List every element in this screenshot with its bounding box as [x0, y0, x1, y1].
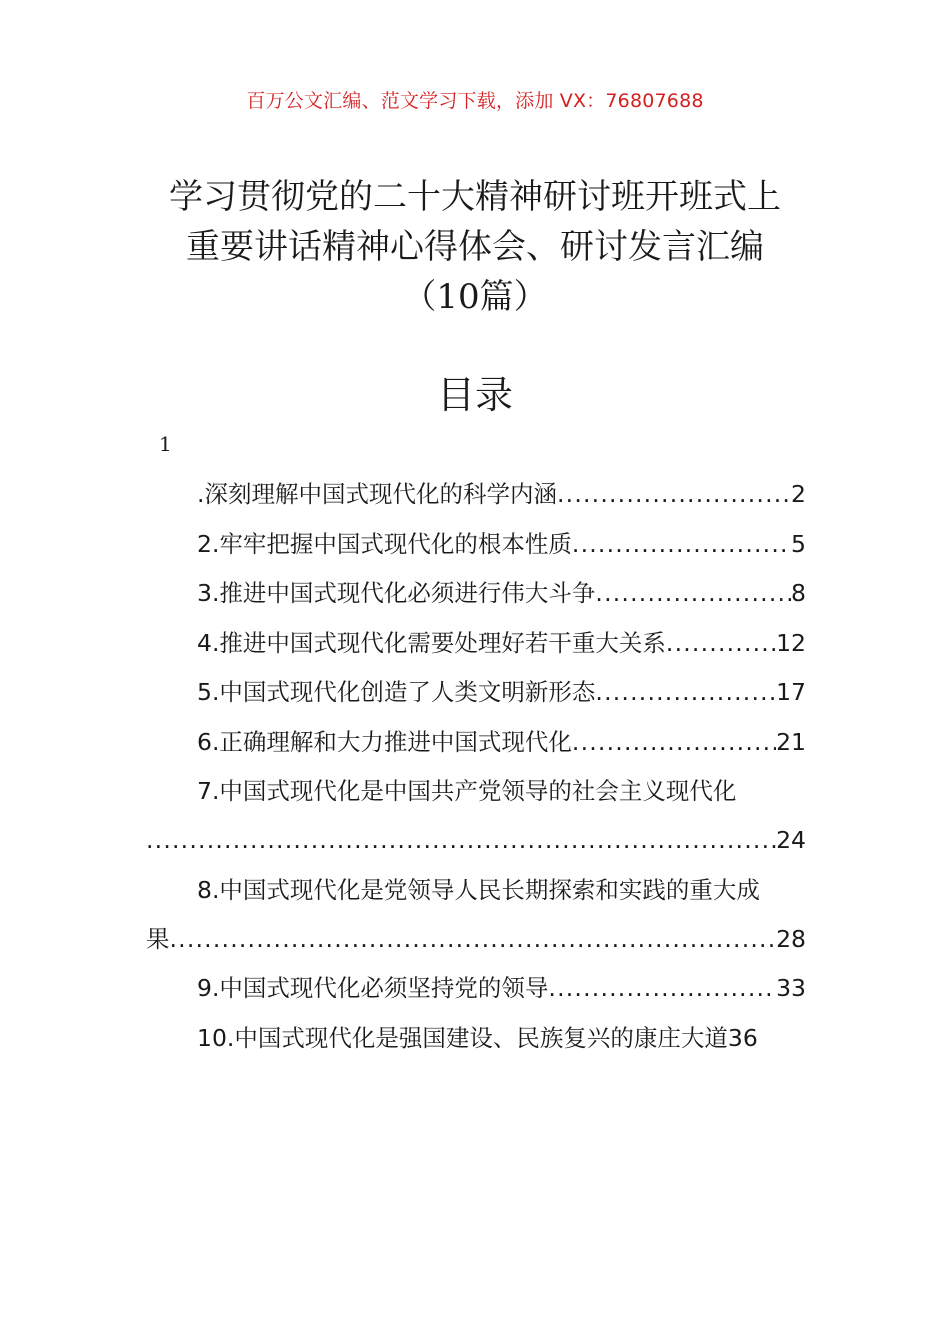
toc-leader-dots: [146, 824, 776, 856]
toc-leader-dots: [595, 577, 791, 609]
toc-entry-page: 17: [776, 678, 806, 706]
toc-entry-label: 4.推进中国式现代化需要处理好若干重大关系: [197, 628, 666, 657]
toc-entry-page: 28: [776, 924, 806, 953]
toc-entry-label: 10.中国式现代化是强国建设、民族复兴的康庄大道: [197, 1023, 728, 1052]
toc-entry[interactable]: [146, 972, 806, 1004]
toc-leader-dots: [170, 923, 777, 955]
toc-entry-label: 3.推进中国式现代化必须进行伟大斗争: [197, 579, 596, 607]
header-watermark-note: 百万公文汇编、范文学习下载，添加 VX：76807688: [246, 90, 704, 112]
toc-entry[interactable]: [146, 1022, 806, 1054]
toc-entry[interactable]: [146, 726, 806, 758]
toc-entry-label: 5.中国式现代化创造了人类文明新形态: [197, 678, 596, 706]
toc-entry-label: 6.正确理解和大力推进中国式现代化: [197, 727, 572, 756]
toc-entry-label: 9.中国式现代化必须坚持党的领导: [197, 974, 549, 1002]
toc-entry-label: 7.中国式现代化是中国共产党领导的社会主义现代化: [197, 777, 737, 805]
toc-entry-label: 8.中国式现代化是党领导人民长期探索和实践的重大成: [197, 875, 760, 904]
toc-entry[interactable]: [146, 478, 806, 510]
toc-leader-dots: [666, 627, 776, 659]
toc-heading: 目录: [436, 373, 513, 417]
toc-leader-dots: [572, 528, 791, 560]
title-line-3: （10篇）: [402, 277, 548, 317]
toc-entry-label: .深刻理解中国式现代化的科学内涵: [197, 480, 557, 508]
toc-entry-page: 21: [776, 727, 806, 756]
toc-entry[interactable]: [146, 528, 806, 560]
toc-entry-label: 2.牢牢把握中国式现代化的根本性质: [197, 529, 572, 558]
toc-leader-dots: [557, 478, 791, 510]
toc-entry[interactable]: [146, 874, 806, 955]
toc-entry[interactable]: [146, 577, 806, 609]
toc-leader-dots: [548, 972, 776, 1004]
title-line-1: 学习贯彻党的二十大精神研讨班开班式上: [169, 177, 781, 217]
toc-entry[interactable]: [146, 676, 806, 708]
toc-entry-page: 5: [791, 529, 806, 558]
toc-entry[interactable]: [146, 775, 806, 856]
toc-leader-dots: [572, 726, 776, 758]
table-of-contents: [146, 478, 806, 1071]
toc-entry-page: 12: [776, 628, 806, 657]
toc-entry-label-continued: 果: [146, 924, 170, 953]
stray-page-number: 1: [159, 432, 172, 456]
toc-leader-dots: [595, 676, 776, 708]
toc-entry-page: 33: [776, 974, 806, 1002]
toc-entry[interactable]: [146, 627, 806, 659]
toc-entry-page: 2: [791, 480, 806, 508]
toc-entry-page: 8: [791, 579, 806, 607]
toc-entry-page: 24: [776, 826, 806, 854]
toc-entry-page: 36: [727, 1023, 758, 1052]
title-line-2: 重要讲话精神心得体会、研讨发言汇编: [186, 227, 764, 267]
document-title: [100, 172, 850, 322]
